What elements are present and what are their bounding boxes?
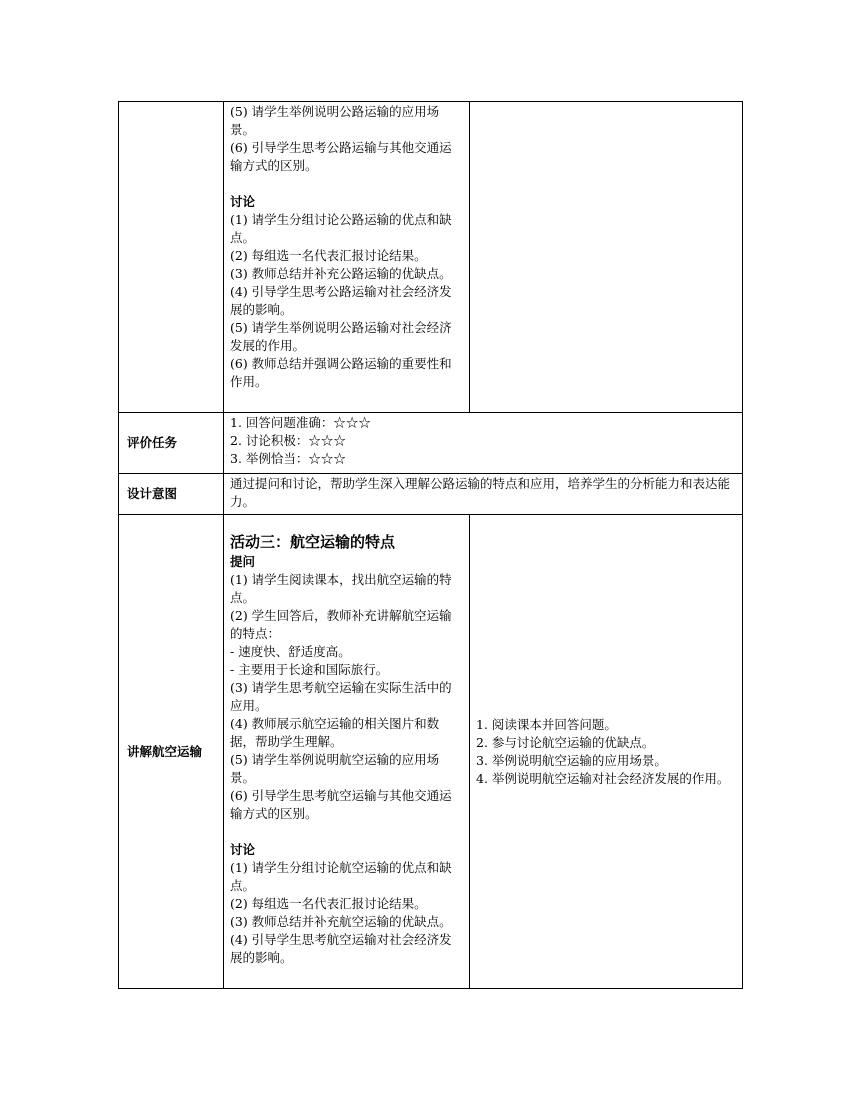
air-ask-item: - 主要用于长途和国际旅行。	[230, 662, 389, 677]
air-discuss-heading: 讨论	[230, 842, 256, 857]
air-discuss-item: (1) 请学生分组讨论航空运输的优点和缺点。	[230, 860, 452, 893]
air-student-activity-cell	[470, 515, 743, 989]
air-ask-item: (5) 请学生举例说明航空运输的应用场景。	[230, 752, 440, 785]
air-ask-item: (4) 教师展示航空运输的相关图片和数据，帮助学生理解。	[230, 716, 440, 749]
air-ask-item: (6) 引导学生思考航空运输与其他交通运输方式的区别。	[230, 788, 452, 821]
air-transport-row	[119, 515, 743, 989]
evaluation-row	[119, 413, 743, 474]
lesson-plan-table	[118, 101, 743, 989]
student-activity-item: 2. 参与讨论航空运输的优缺点。	[476, 734, 655, 750]
evaluation-item: 2. 讨论积极：☆☆☆	[230, 433, 346, 448]
air-discuss-item: (2) 每组选一名代表汇报讨论结果。	[230, 896, 427, 911]
empty-student-cell	[470, 102, 743, 413]
road-discuss-item: (6) 教师总结并强调公路运输的重要性和作用。	[230, 356, 452, 389]
air-ask-heading: 提问	[230, 554, 256, 569]
road-discuss-item: (4) 引导学生思考公路运输对社会经济发展的影响。	[230, 284, 452, 317]
air-discuss-item: (3) 教师总结并补充航空运输的优缺点。	[230, 914, 452, 929]
air-ask-item: - 速度快、舒适度高。	[230, 644, 351, 659]
design-intent-label: 设计意图	[119, 474, 224, 515]
activity-title: 活动三：航空运输的特点	[230, 533, 396, 551]
student-activity-item: 4. 举例说明航空运输对社会经济发展的作用。	[476, 770, 730, 786]
design-intent-text: 通过提问和讨论，帮助学生深入理解公路运输的特点和应用，培养学生的分析能力和表达能力。	[224, 474, 743, 515]
road-discuss-item: (3) 教师总结并补充公路运输的优缺点。	[230, 266, 452, 281]
road-ask-item: (5) 请学生举例说明公路运输的应用场景。	[230, 104, 440, 137]
design-intent-row	[119, 474, 743, 515]
empty-label-cell	[119, 102, 224, 413]
evaluation-item: 1. 回答问题准确：☆☆☆	[230, 415, 371, 430]
road-discuss-item: (5) 请学生举例说明公路运输对社会经济发展的作用。	[230, 320, 452, 353]
road-transport-continued-row	[119, 102, 743, 413]
air-transport-label: 讲解航空运输	[119, 515, 224, 989]
evaluation-item: 3. 举例恰当：☆☆☆	[230, 451, 346, 466]
road-ask-item: (6) 引导学生思考公路运输与其他交通运输方式的区别。	[230, 140, 452, 173]
student-activity-item: 3. 举例说明航空运输的应用场景。	[476, 752, 667, 768]
air-ask-item: (3) 请学生思考航空运输在实际生活中的应用。	[230, 680, 452, 713]
air-ask-item: (1) 请学生阅读课本，找出航空运输的特点。	[230, 572, 452, 605]
air-ask-item: (2) 学生回答后，教师补充讲解航空运输的特点：	[230, 608, 452, 641]
evaluation-label: 评价任务	[119, 413, 224, 474]
air-discuss-item: (4) 引导学生思考航空运输对社会经济发展的影响。	[230, 932, 452, 965]
road-discuss-item: (2) 每组选一名代表汇报讨论结果。	[230, 248, 427, 263]
road-discuss-item: (1) 请学生分组讨论公路运输的优点和缺点。	[230, 212, 452, 245]
air-activity-cell	[224, 515, 470, 989]
evaluation-cell	[224, 413, 743, 474]
road-discuss-heading: 讨论	[230, 194, 256, 209]
student-activity-item: 1. 阅读课本并回答问题。	[476, 716, 617, 732]
road-activity-cell	[224, 102, 470, 413]
